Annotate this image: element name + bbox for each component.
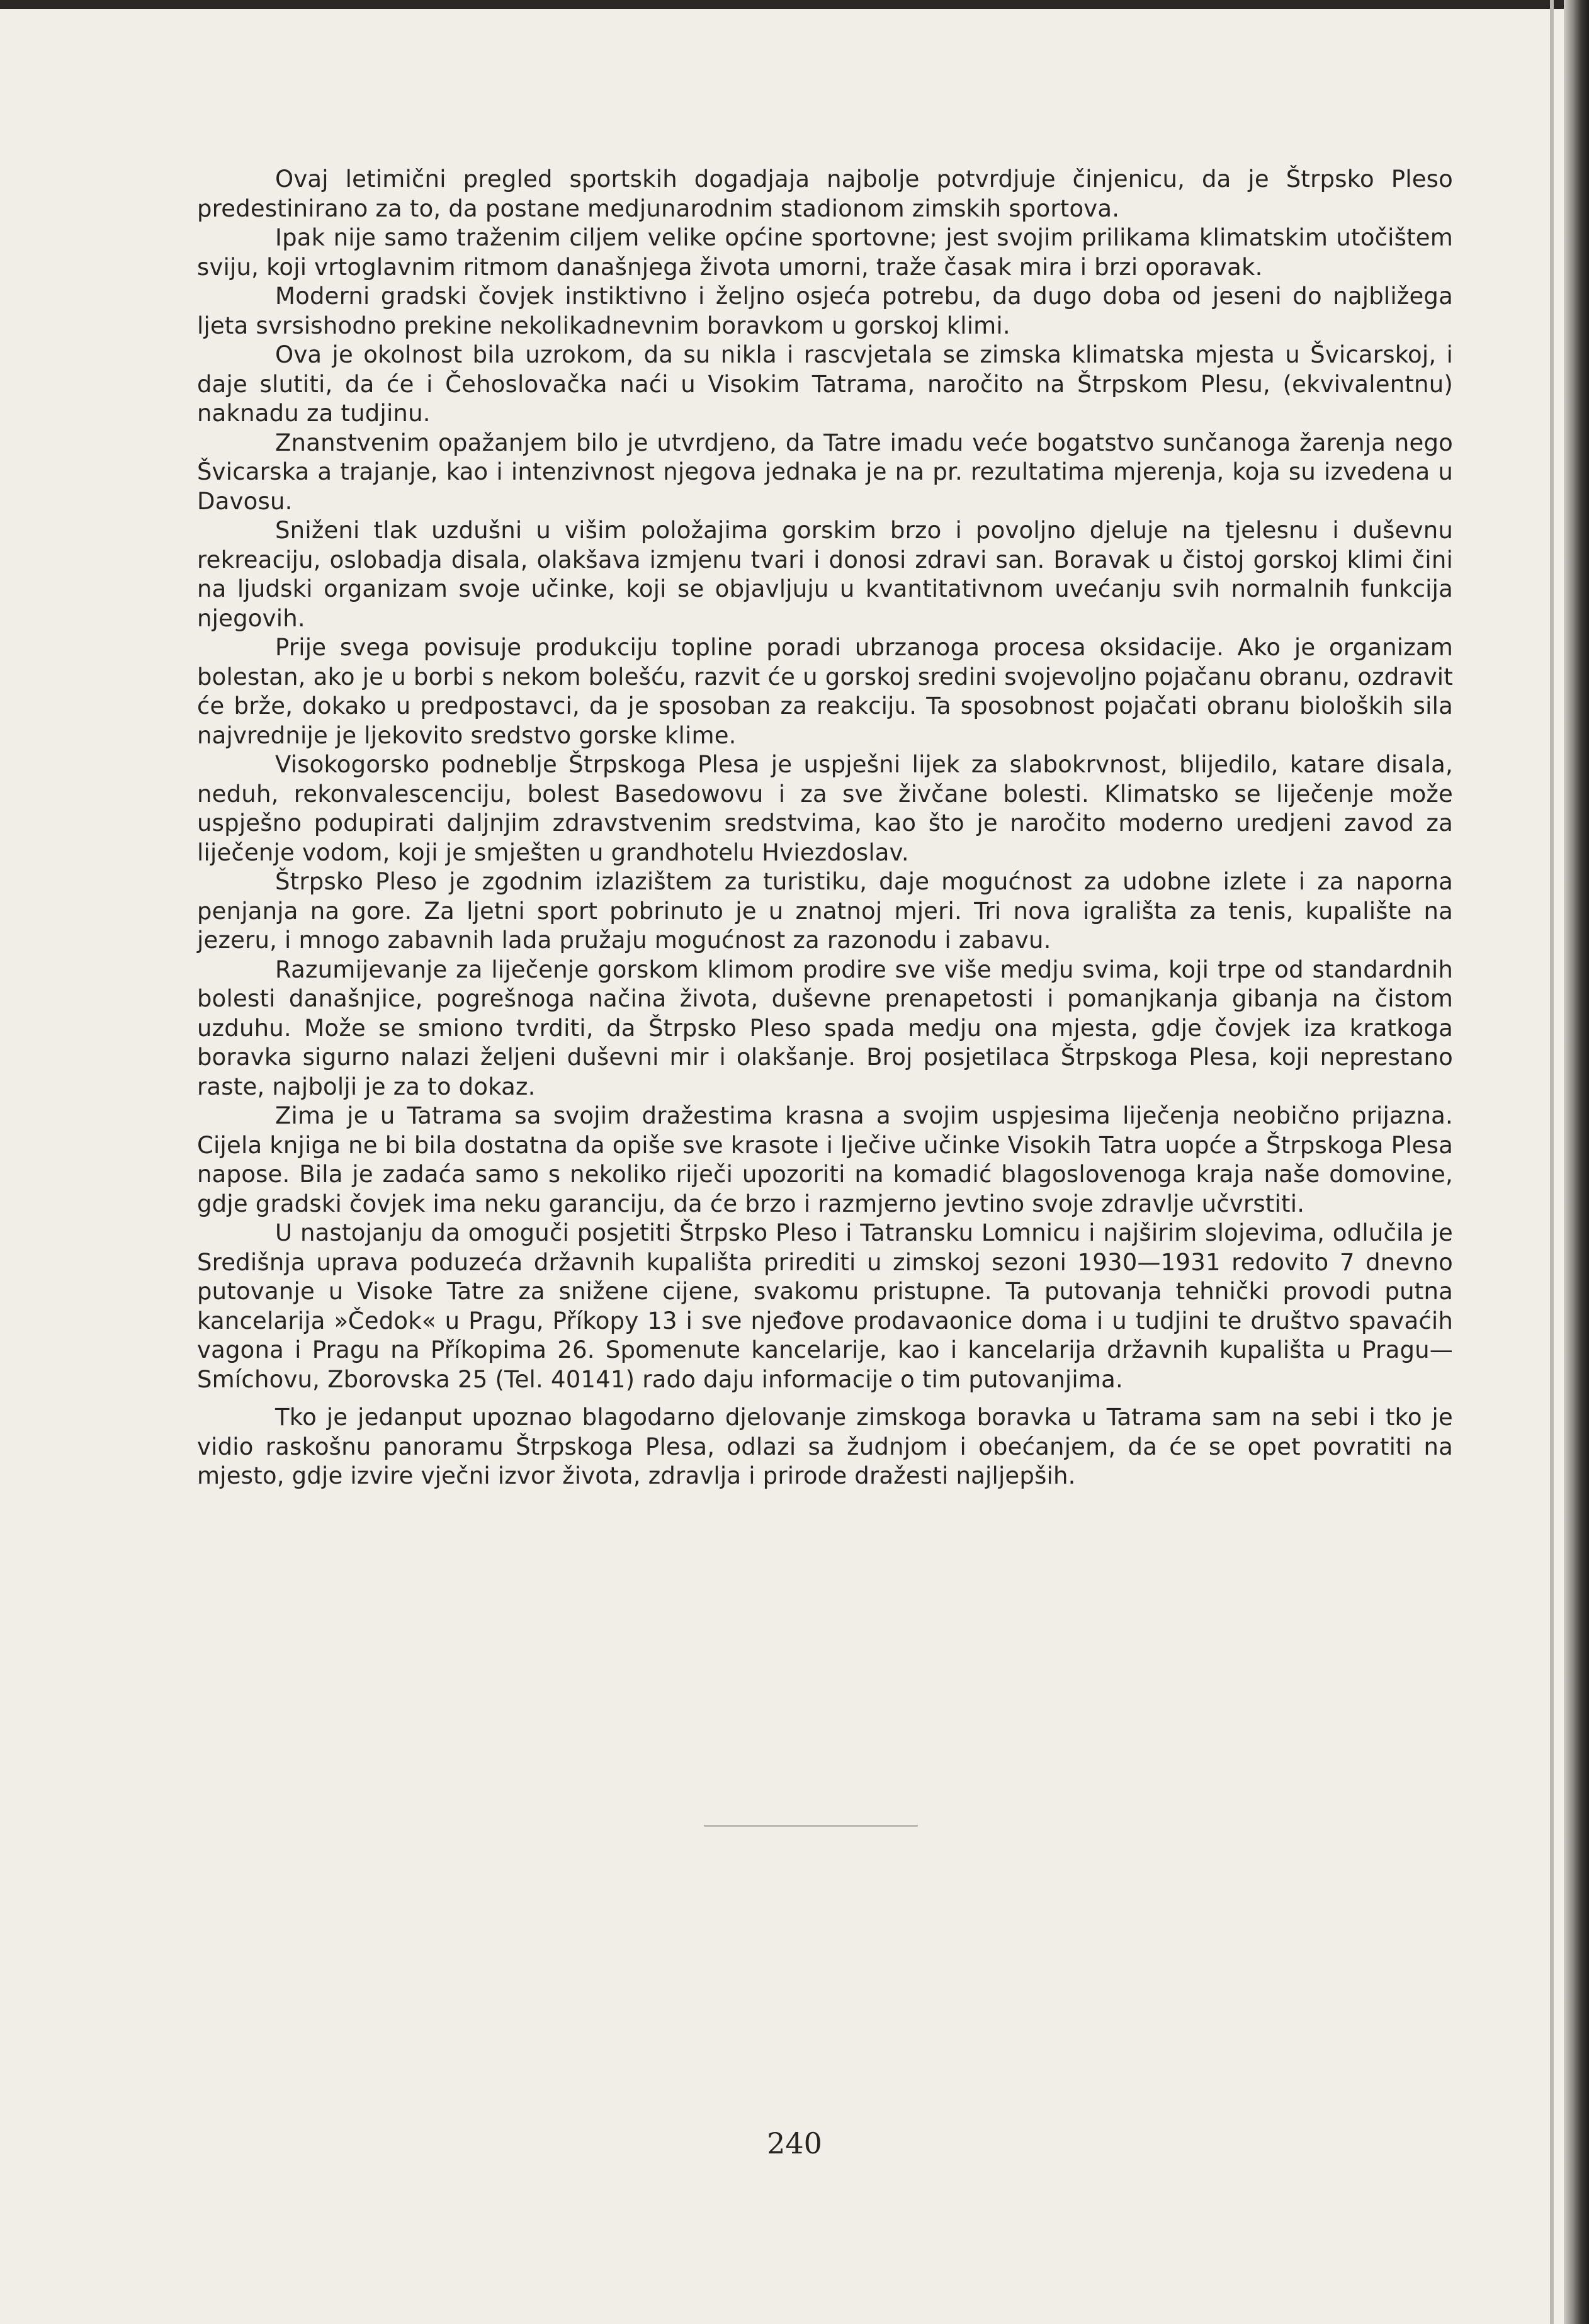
page-top-edge [0,0,1589,9]
paragraph: Visokogorsko podneblje Štrpskoga Plesa je uspješni lijek za slabokrvnost, blijedilo, katare disala, neduh, rekonvalescenciju, bolest Basedowovu i za sve živčane bolesti. Klimatsko se liječenje može uspješno podupirati daljnjim zdravstvenim sredstvima, kao što je naročito moderno uredjeni zavod za liječenje vodom, koji je smješten u grandhotelu Hviezdoslav. [197,751,1453,866]
paragraph: Tko je jedanput upoznao blagodarno djelovanje zimskoga boravka u Tatrama sam na sebi i tko je vidio raskošnu panoramu Štrpskoga Plesa, odlazi sa žudnjom i obećanjem, da će se opet povratiti na mjesto, gdje izvire vječni izvor života, zdravlja i prirode dražesti najljepših. [197,1404,1453,1489]
paragraph: Ovaj letimični pregled sportskih dogadjaja najbolje potvrdjuje činjenicu, da je Štrpsko Pleso predestinirano za to, da postane medjunarodnim stadionom zimskih sportova. [197,166,1453,222]
paragraph: Sniženi tlak uzdušni u višim položajima gorskim brzo i povoljno djeluje na tjelesnu i duševnu rekreaciju, oslobadja disala, olakšava izmjenu tvari i donosi zdravi san. Boravak u čistoj gorskoj klimi čini na ljudski organizam svoje učinke, koji se objavljuju u kvantitativnom uvećanju svih normalnih funkcija njegovih. [197,517,1453,632]
page-number: 240 [767,2126,822,2160]
paragraph: Prije svega povisuje produkciju topline poradi ubrzanoga procesa oksidacije. Ako je organizam bolestan, ako je u borbi s nekom bolešću, razvit će u gorskoj sredini svojevoljno pojačanu obranu, ozdravit će brže, dokako u predpostavci, da je sposoban za reakciju. Ta sposobnost pojačati obranu bioloških sila najvrednije je ljekovito sredstvo gorske klime. [197,634,1453,749]
page-right-edge [1564,0,1589,2324]
paragraph: Moderni gradski čovjek instiktivno i željno osjeća potrebu, da dugo doba od jeseni do najbližega ljeta svrsishodno prekine nekolikadnevnim boravkom u gorskoj klimi. [197,283,1453,339]
paragraph: Štrpsko Pleso je zgodnim izlazištem za turistiku, daje mogućnost za udobne izlete i za naporna penjanja na gore. Za ljetni sport pobrinuto je u znatnoj mjeri. Tri nova igrališta za tenis, kupalište na jezeru, i mnogo zabavnih lada pružaju mogućnost za razonodu i zabavu. [197,868,1453,954]
paragraph: Razumijevanje za liječenje gorskom klimom prodire sve više medju svima, koji trpe od standardnih bolesti današnjice, pogrešnoga načina života, duševne prenapetosti i pomanjkanja gibanja na čistom uzduhu. Može se smiono tvrditi, da Štrpsko Pleso spada medju ona mjesta, gdje čovjek iza kratkoga boravka sigurno nalazi željeni duševni mir i olakšanje. Broj posjetilaca Štrpskoga Plesa, koji neprestano raste, najbolji je za to dokaz. [197,956,1453,1100]
paragraph: Zima je u Tatrama sa svojim dražestima krasna a svojim uspjesima liječenja neobično prijazna. Cijela knjiga ne bi bila dostatna da opiše sve krasote i lječive učinke Visokih Tatra uopće a Štrpskoga Plesa napose. Bila je zadaća samo s nekoliko riječi upozoriti na komadić blagoslovenoga kraja naše domovine, gdje gradski čovjek ima neku garanciju, da će brzo i razmjerno jevtino svoje zdravlje učvrstiti. [197,1102,1453,1217]
article-body [197,165,1453,1491]
paragraph: Ipak nije samo traženim ciljem velike općine sportovne; jest svojim prilikama klimatskim utočištem sviju, koji vrtoglavnim ritmom današnjega života umorni, traže časak mira i brzi oporavak. [197,224,1453,281]
paragraph: Ova je okolnost bila uzrokom, da su nikla i rascvjetala se zimska klimatska mjesta u Švicarskoj, i daje slutiti, da će i Čehoslovačka naći u Visokim Tatrama, naročito na Štrpskom Plesu, (ekvivalentnu) naknadu za tudjinu. [197,341,1453,427]
section-divider [704,1825,918,1827]
page-gutter-line [1550,0,1554,2324]
paragraph: Znanstvenim opažanjem bilo je utvrdjeno, da Tatre imadu veće bogatstvo sunčanoga žarenja nego Švicarska a trajanje, kao i intenzivnost njegova jednaka je na pr. rezultatima mjerenja, koja su izvedena u Davosu. [197,429,1453,515]
paragraph: U nastojanju da omoguči posjetiti Štrpsko Pleso i Tatransku Lomnicu i najširim slojevima, odlučila je Središnja uprava poduzeća državnih kupališta prirediti u zimskoj sezoni 1930—1931 redovito 7 dnevno putovanje u Visoke Tatre za snižene cijene, svakomu pristupne. Ta putovanja tehnički provodi putna kancelarija »Čedok« u Pragu, Příkopy 13 i sve njeđove prodavaonice doma i u tudjini te društvo spavaćih vagona i Pragu na Příkopima 26. Spomenute kancelarije, kao i kancelarija državnih kupališta u Pragu—Smíchovu, Zborovska 25 (Tel. 40141) rado daju informacije o tim putovanjima. [197,1219,1453,1393]
